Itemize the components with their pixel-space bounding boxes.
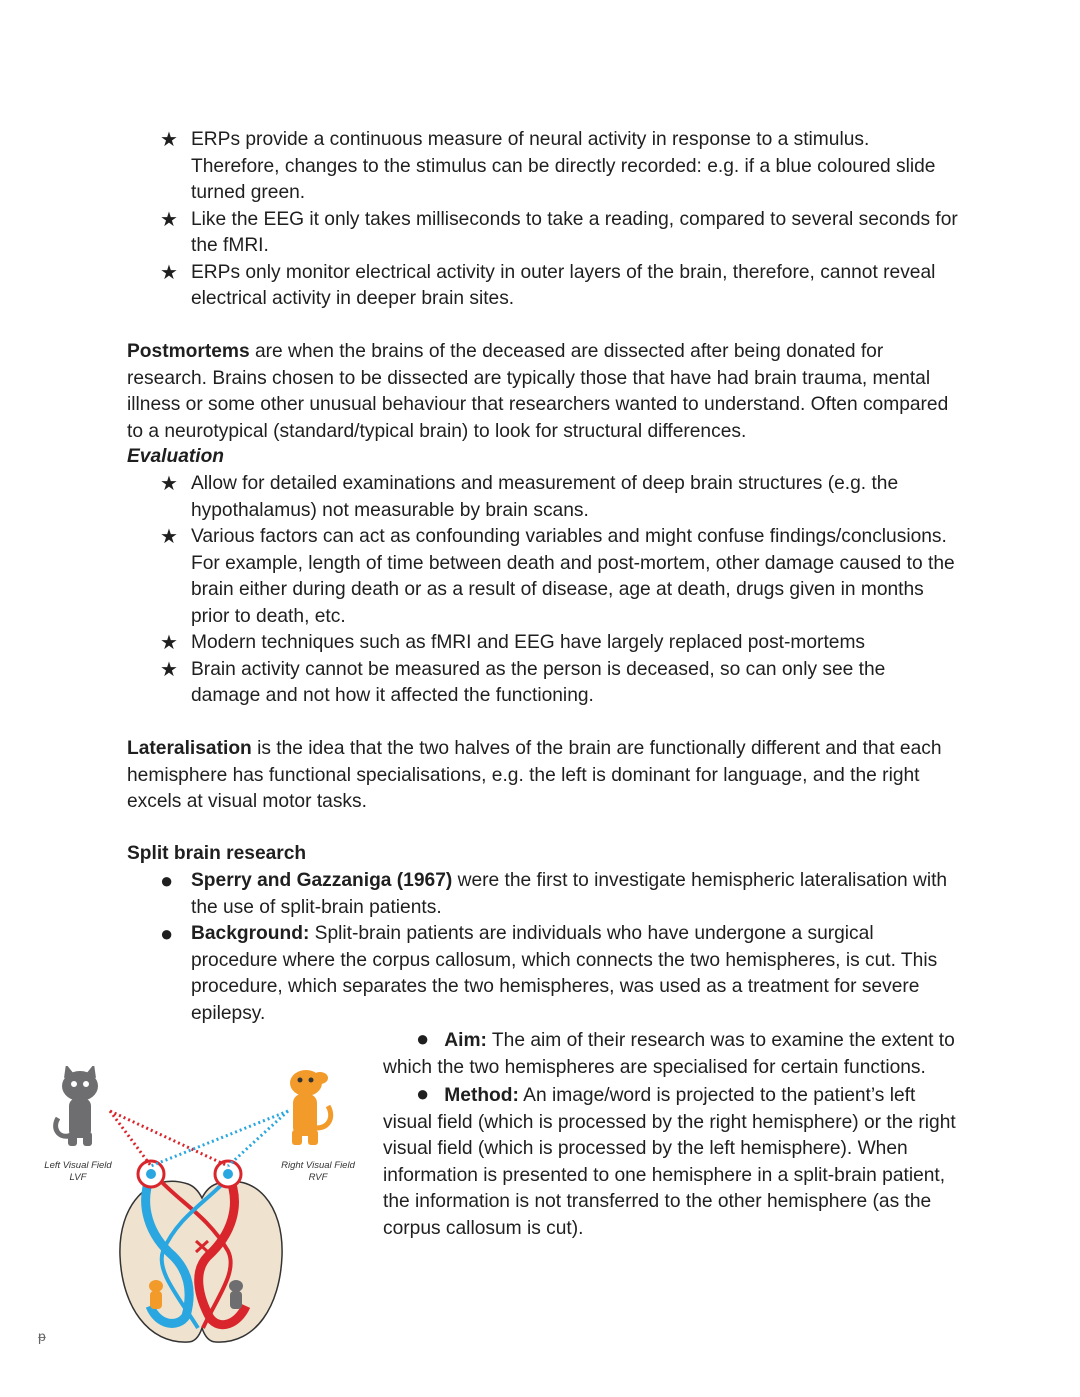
dot-bullet-icon: ●	[416, 1026, 430, 1051]
star-bullet-icon: ★	[160, 261, 178, 284]
star-bullet-icon: ★	[160, 658, 178, 681]
split-brain-diagram	[38, 1066, 368, 1351]
postmortem-evaluation-list	[160, 471, 960, 710]
split-brain-heading: Split brain research	[127, 843, 307, 864]
list-item: ★ ERPs only monitor electrical activity in outer layers of the brain, therefore, cannot reveal electrical activity in deeper brain sites.	[160, 261, 936, 309]
list-item: ★ Allow for detailed examinations and measurement of deep brain structures (e.g. the hypothalamus) not measurable by brain scans.	[160, 473, 899, 521]
list-item: ● Sperry and Gazzaniga (1967) were the first to investigate hemispheric lateralisation with the use of split-brain patients.	[160, 868, 948, 918]
aim-paragraph: ● Aim: The aim of their research was to examine the extent to which the two hemispheres are specialised for certain functions.	[383, 1026, 955, 1078]
list-item: ★ Modern techniques such as fMRI and EEG have largely replaced post-mortems	[160, 630, 960, 657]
postmortems-paragraph: Postmortems are when the brains of the deceased are dissected after being donated for research. Brains chosen to be dissected are typically those that have had brain trauma, mental illness or some other unusual behaviour that researchers wanted to understand. Often compared to a neurotypical (standard/typical brain) to look for structural differences.	[127, 341, 949, 442]
aim-method-section	[383, 1026, 958, 1242]
star-bullet-icon: ★	[160, 129, 178, 151]
list-item: ★ Brain activity cannot be measured as the person is deceased, so can only see the damage and not how it affected the functioning.	[160, 658, 886, 706]
dot-bullet-icon: ●	[160, 868, 174, 893]
evaluation-heading: Evaluation	[127, 446, 225, 467]
list-item: ● Background: Split-brain patients are individuals who have undergone a surgical procedure where the corpus callosum, which connects the two hemispheres, is cut. This procedure, which separates the two hemispheres, was used as a treatment for severe epilepsy.	[160, 921, 938, 1024]
list-item: ★ Various factors can act as confounding variables and might confuse findings/conclusions. For example, length of time between death and post-mortem, other damage caused to the brain either during death or as a result of disease, age at death, drugs given in months prior to death, etc.	[160, 526, 955, 627]
small-dog-icon	[149, 1280, 163, 1309]
dot-bullet-icon: ●	[160, 921, 174, 946]
star-bullet-icon: ★	[160, 208, 178, 231]
small-cat-icon	[229, 1280, 243, 1309]
dog-icon	[290, 1070, 331, 1145]
star-bullet-icon: ★	[160, 526, 178, 548]
postmortems-term: Postmortems	[127, 341, 250, 362]
list-item: ★ Like the EEG it only takes milliseconds to take a reading, compared to several seconds for the fMRI.	[160, 208, 958, 256]
star-bullet-icon: ★	[160, 473, 178, 495]
erp-evaluation-list	[160, 127, 960, 313]
method-paragraph: ● Method: An image/word is projected to the patient’s left visual field (which is processed by the right hemisphere) or the right visual field (which is processed by the left hemisphere). When information is presented to one hemisphere in a split-brain patient, the information is not transferred to the other hemisphere (as the corpus callosum is cut).	[383, 1081, 956, 1239]
dot-bullet-icon: ●	[416, 1081, 430, 1106]
list-item: ★ ERPs provide a continuous measure of neural activity in response to a stimulus. Therefore, changes to the stimulus can be directly recorded: e.g. if a blue coloured slide turned green.	[160, 129, 936, 203]
cat-icon	[56, 1066, 98, 1146]
margin-mark: ᵽ	[38, 1328, 46, 1344]
lateralisation-term: Lateralisation	[127, 738, 252, 759]
lateralisation-paragraph: Lateralisation is the idea that the two halves of the brain are functionally different and that each hemisphere has functional specialisations, e.g. the left is dominant for language, and the right excels at visual motor tasks.	[127, 738, 942, 812]
right-visual-field-label: Right Visual Field RVF	[281, 1160, 355, 1183]
left-visual-field-label: Left Visual Field LVF	[44, 1160, 112, 1183]
star-bullet-icon: ★	[160, 632, 178, 654]
split-brain-figure	[38, 1066, 368, 1351]
split-brain-list	[160, 868, 950, 1027]
